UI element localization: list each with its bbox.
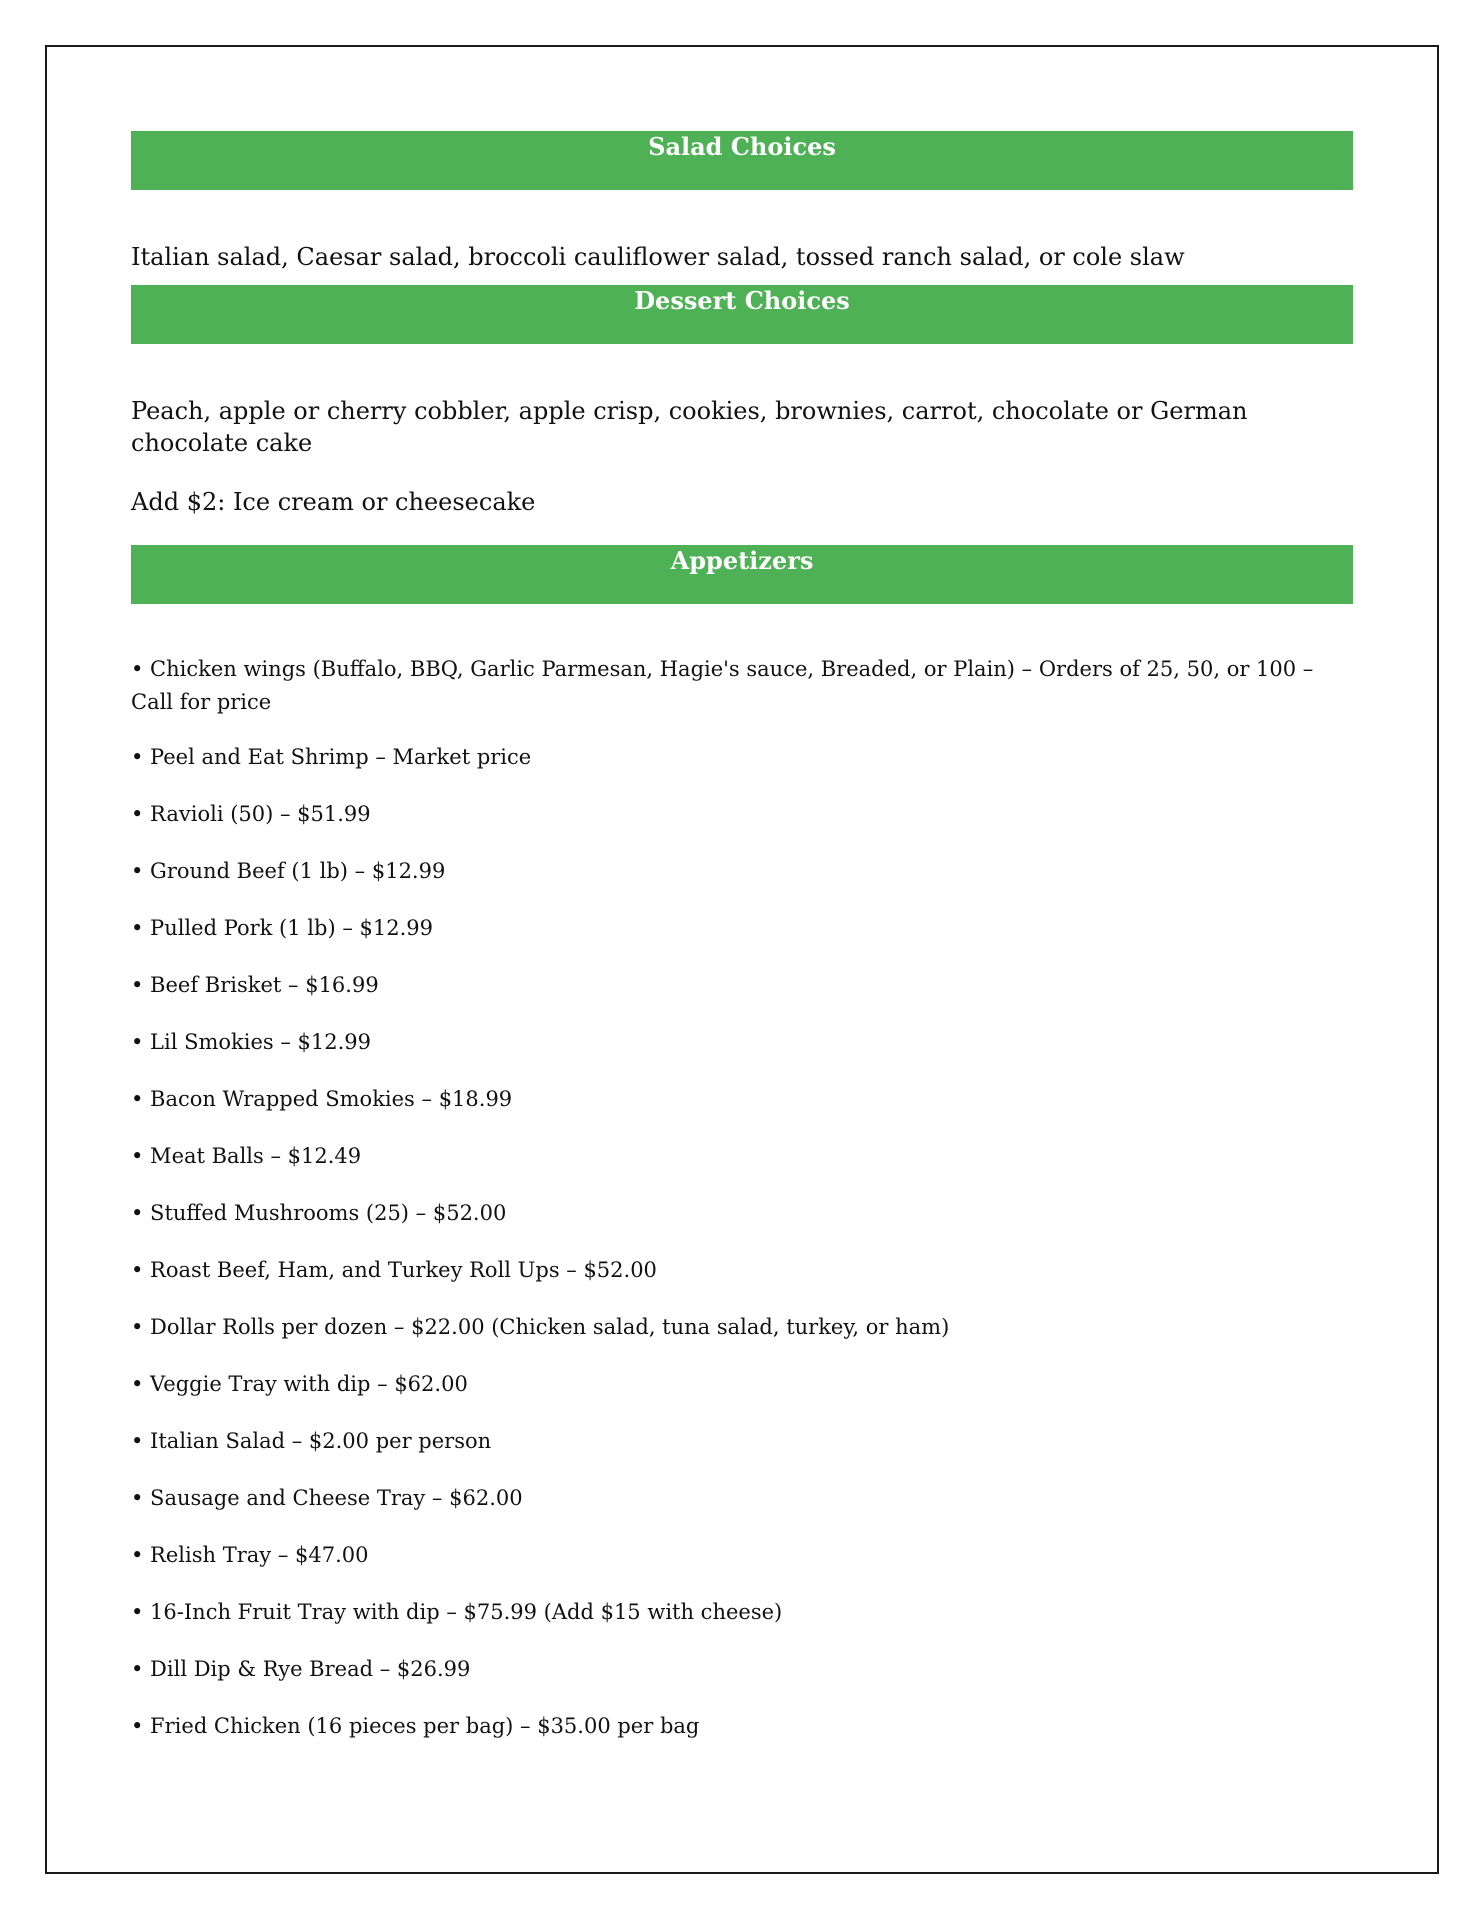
appetizer-item: • 16-Inch Fruit Tray with dip – $75.99 (Add $15 with cheese): [131, 1600, 783, 1624]
appetizer-item: • Meat Balls – $12.49: [131, 1144, 362, 1168]
appetizer-item: • Dollar Rolls per dozen – $22.00 (Chicken salad, tuna salad, turkey, or ham): [131, 1315, 950, 1339]
appetizer-item: • Beef Brisket – $16.99: [131, 973, 379, 997]
appetizer-item: • Bacon Wrapped Smokies – $18.99: [131, 1087, 513, 1111]
appetizer-item: • Lil Smokies – $12.99: [131, 1030, 372, 1054]
dessert-choices-heading: Dessert Choices: [131, 285, 1353, 344]
appetizer-item: • Italian Salad – $2.00 per person: [131, 1429, 492, 1453]
appetizer-item: • Chicken wings (Buffalo, BBQ, Garlic Parmesan, Hagie's sauce, Breaded, or Plain) – Orders of 25, 50, or 100 – Call for price: [131, 657, 1314, 714]
appetizer-item: • Ravioli (50) – $51.99: [131, 802, 371, 826]
appetizer-item: • Roast Beef, Ham, and Turkey Roll Ups – $52.00: [131, 1258, 657, 1282]
appetizer-item: • Ground Beef (1 lb) – $12.99: [131, 859, 446, 883]
dessert-addon-text: Add $2: Ice cream or cheesecake: [131, 488, 536, 516]
appetizer-item: • Stuffed Mushrooms (25) – $52.00: [131, 1201, 507, 1225]
appetizer-list: [131, 653, 1353, 1743]
appetizer-item: • Fried Chicken (16 pieces per bag) – $35.00 per bag: [131, 1714, 700, 1738]
dessert-choices-text: Peach, apple or cherry cobbler, apple crisp, cookies, brownies, carrot, chocolate or German chocolate cake: [131, 397, 1248, 457]
appetizer-item: • Veggie Tray with dip – $62.00: [131, 1372, 468, 1396]
menu-content: [131, 131, 1353, 1743]
appetizer-item: • Relish Tray – $47.00: [131, 1543, 369, 1567]
salad-choices-heading: Salad Choices: [131, 131, 1353, 190]
appetizer-item: • Sausage and Cheese Tray – $62.00: [131, 1486, 523, 1510]
salad-choices-text: Italian salad, Caesar salad, broccoli cauliflower salad, tossed ranch salad, or cole slaw: [131, 243, 1185, 271]
appetizers-heading: Appetizers: [131, 545, 1353, 604]
appetizer-item: • Dill Dip & Rye Bread – $26.99: [131, 1657, 471, 1681]
appetizer-item: • Pulled Pork (1 lb) – $12.99: [131, 916, 433, 940]
appetizer-item: • Peel and Eat Shrimp – Market price: [131, 745, 532, 769]
